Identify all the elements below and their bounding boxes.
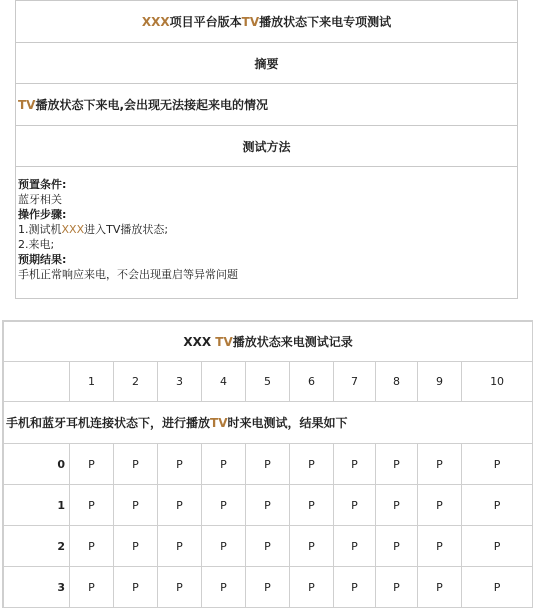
result-cell: P	[462, 444, 533, 485]
result-cell: P	[202, 526, 246, 567]
result-cell: P	[376, 526, 418, 567]
step-1	[18, 222, 515, 237]
row-label: 3	[4, 567, 70, 608]
method-body	[16, 166, 517, 298]
steps-label: 操作步骤:	[18, 208, 67, 221]
result-cell: P	[290, 567, 334, 608]
column-header: 2	[114, 362, 158, 402]
results-table-note	[4, 402, 533, 444]
title-project-code: XXX	[141, 14, 170, 29]
result-cell: P	[290, 444, 334, 485]
result-cell: P	[70, 526, 114, 567]
table-row	[4, 485, 533, 526]
preconditions-value: 蓝牙相关	[18, 193, 62, 206]
result-cell: P	[290, 526, 334, 567]
step-1-prefix: 1.测试机	[18, 223, 62, 236]
note-suffix: 时来电测试，结果如下	[227, 416, 348, 430]
result-cell: P	[334, 567, 376, 608]
column-header: 3	[158, 362, 202, 402]
result-cell: P	[376, 567, 418, 608]
results-title-prefix: XXX	[183, 335, 212, 349]
column-header: 7	[334, 362, 376, 402]
column-header: 8	[376, 362, 418, 402]
row-label: 1	[4, 485, 70, 526]
result-cell: P	[202, 485, 246, 526]
table-row	[4, 444, 533, 485]
note-tv: TV	[210, 416, 228, 430]
result-cell: P	[114, 444, 158, 485]
results-table-title-row	[4, 322, 533, 362]
result-cell: P	[462, 526, 533, 567]
column-header: 5	[246, 362, 290, 402]
column-header: 9	[418, 362, 462, 402]
result-cell: P	[334, 526, 376, 567]
result-cell: P	[114, 526, 158, 567]
summary-heading	[16, 42, 517, 83]
results-title-rest: 播放状态来电测试记录	[232, 335, 353, 349]
table-row	[4, 526, 533, 567]
results-table-container	[2, 320, 533, 608]
result-cell: P	[418, 485, 462, 526]
expected-value: 手机正常响应来电，不会出现重启等异常问题	[18, 268, 238, 281]
test-document	[15, 0, 518, 299]
method-heading-text: 测试方法	[242, 139, 291, 154]
title-main-text: 项目平台版本	[169, 15, 242, 29]
result-cell: P	[70, 485, 114, 526]
expected-label: 预期结果:	[18, 253, 67, 266]
result-cell: P	[462, 567, 533, 608]
results-table-title	[4, 322, 533, 362]
result-cell: P	[376, 485, 418, 526]
result-cell: P	[334, 444, 376, 485]
method-heading	[16, 125, 517, 166]
result-cell: P	[246, 485, 290, 526]
summary-text: 播放状态下来电,会出现无法接起来电的情况	[35, 98, 269, 112]
result-cell: P	[158, 567, 202, 608]
summary-tv-text: TV	[18, 97, 36, 112]
title-rest-text: 播放状态下来电专项测试	[259, 15, 392, 29]
result-cell: P	[418, 526, 462, 567]
result-cell: P	[158, 526, 202, 567]
result-cell: P	[246, 567, 290, 608]
row-label: 2	[4, 526, 70, 567]
result-cell: P	[334, 485, 376, 526]
result-cell: P	[418, 567, 462, 608]
result-cell: P	[202, 567, 246, 608]
step-1-suffix: 进入TV播放状态;	[84, 223, 169, 236]
result-cell: P	[376, 444, 418, 485]
result-cell: P	[114, 567, 158, 608]
table-row	[4, 567, 533, 608]
summary-heading-text: 摘要	[254, 56, 279, 71]
result-cell: P	[202, 444, 246, 485]
summary-content	[16, 83, 517, 125]
column-header: 6	[290, 362, 334, 402]
result-cell: P	[246, 444, 290, 485]
document-title	[16, 0, 517, 42]
result-cell: P	[418, 444, 462, 485]
step-1-highlight: XXX	[61, 223, 85, 236]
results-table-note-row	[4, 402, 533, 444]
results-title-tv: TV	[215, 335, 233, 349]
result-cell: P	[158, 444, 202, 485]
preconditions-label: 预置条件:	[18, 178, 67, 191]
result-cell: P	[462, 485, 533, 526]
result-cell: P	[246, 526, 290, 567]
row-label: 0	[4, 444, 70, 485]
title-tv-text: TV	[241, 14, 260, 29]
header-corner-cell	[4, 362, 70, 402]
column-header: 4	[202, 362, 246, 402]
result-cell: P	[114, 485, 158, 526]
step-2: 2.来电;	[18, 238, 55, 251]
result-cell: P	[158, 485, 202, 526]
column-header: 10	[462, 362, 533, 402]
results-table	[3, 321, 533, 608]
note-prefix: 手机和蓝牙耳机连接状态下，进行播放	[6, 416, 211, 430]
result-cell: P	[70, 444, 114, 485]
result-cell: P	[290, 485, 334, 526]
result-cell: P	[70, 567, 114, 608]
column-header: 1	[70, 362, 114, 402]
results-table-header-row	[4, 362, 533, 402]
